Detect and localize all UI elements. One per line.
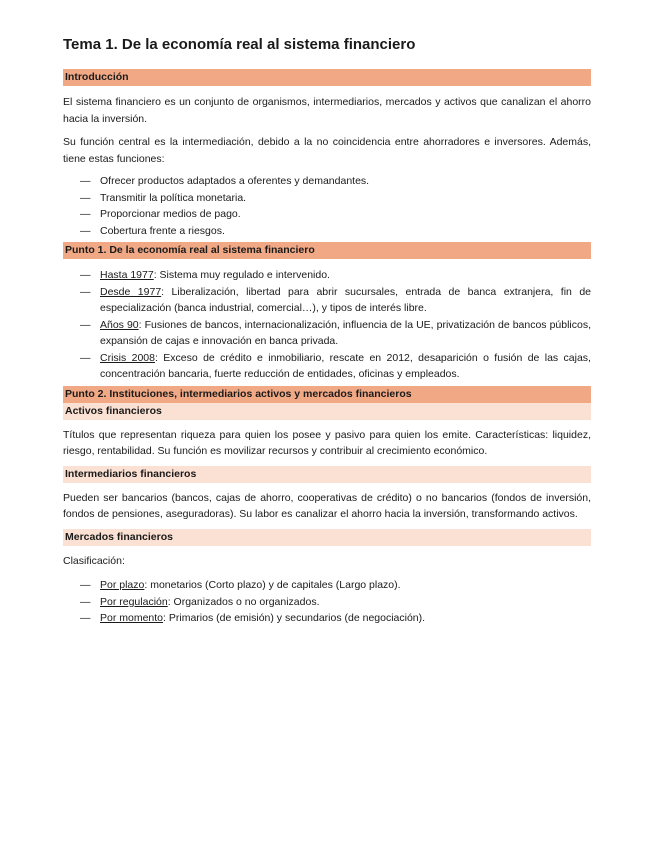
list-item: — Años 90: Fusiones de bancos, internacionalización, influencia de la UE, privatización de bancos públicos, expansión de cajas e innovación en banca privada. xyxy=(80,318,592,347)
mercados-intro: Clasificación: xyxy=(63,554,125,567)
classification-term: Por regulación xyxy=(100,595,168,608)
list-item: — Transmitir la política monetaria. xyxy=(80,190,591,207)
document-content xyxy=(63,34,591,627)
subsection-heading-mercados: Mercados financieros xyxy=(63,529,591,546)
list-item: — Por regulación: Organizados o no organizados. xyxy=(80,594,591,611)
list-item: — Desde 1977: Liberalización, libertad para abrir sucursales, entrada de banca extranjera, fin de especialización (banca industrial, comercial…), y tipos de interés libre. xyxy=(80,285,591,314)
period-term: Hasta 1977 xyxy=(100,269,154,281)
dash-bullet: — xyxy=(80,208,91,220)
section-heading-punto-2: Punto 2. Instituciones, intermediarios activos y mercados financieros xyxy=(63,386,591,403)
classification-term: Por plazo xyxy=(100,579,145,591)
dash-bullet: — xyxy=(80,269,91,281)
dash-bullet: — xyxy=(80,224,91,237)
punto-1-timeline-list xyxy=(63,267,591,383)
period-term: Años 90 xyxy=(100,318,139,331)
list-item: — Hasta 1977: Sistema muy regulado e intervenido. xyxy=(80,267,591,284)
mercados-classification-list xyxy=(63,577,591,627)
section-heading-introduccion: Introducción xyxy=(63,69,591,86)
intermediarios-paragraph: Pueden ser bancarios (bancos, cajas de ahorro, cooperativas de crédito) o no bancarios (fondos de inversión, fondos de pensiones, aseguradoras). Su labor es canalizar el ahorro hacia la inversión, transformando activos. xyxy=(63,491,591,520)
dash-bullet: — xyxy=(80,579,91,591)
intro-paragraph-1: El sistema financiero es un conjunto de organismos, intermediarios, mercados y activos que canalizan el ahorro hacia la inversión. xyxy=(63,96,591,125)
list-item: — Ofrecer productos adaptados a oferentes y demandantes. xyxy=(80,173,591,190)
list-item: — Cobertura frente a riesgos. xyxy=(80,223,591,240)
page-title: Tema 1. De la economía real al sistema financiero xyxy=(63,36,416,53)
subsection-heading-activos: Activos financieros xyxy=(63,403,591,420)
section-heading-punto-1: Punto 1. De la economía real al sistema financiero xyxy=(63,242,591,259)
subsection-heading-intermediarios: Intermediarios financieros xyxy=(63,466,591,483)
period-term: Desde 1977 xyxy=(100,285,162,298)
list-item: — Por momento: Primarios (de emisión) y secundarios (de negociación). xyxy=(80,610,591,627)
dash-bullet: — xyxy=(80,318,91,331)
dash-bullet: — xyxy=(80,175,91,187)
dash-bullet: — xyxy=(80,191,91,204)
dash-bullet: — xyxy=(80,612,91,624)
dash-bullet: — xyxy=(80,595,91,608)
classification-term: Por momento xyxy=(100,612,164,624)
dash-bullet: — xyxy=(80,285,91,298)
period-term: Crisis 2008 xyxy=(100,351,155,364)
activos-paragraph: Títulos que representan riqueza para quien los posee y pasivo para quien los emite. Características: liquidez, riesgo, rentabilidad. Su función es movilizar recursos y contribuir al crecimiento económico. xyxy=(63,428,591,457)
list-item: — Crisis 2008: Exceso de crédito e inmobiliario, rescate en 2012, desaparición o fusión de las cajas, concentración bancaria, fuerte reducción de entidades, oficinas y empleados. xyxy=(80,351,591,380)
dash-bullet: — xyxy=(80,351,91,364)
list-item: — Por plazo: monetarios (Corto plazo) y de capitales (Largo plazo). xyxy=(80,577,591,594)
intro-function-list xyxy=(63,173,591,239)
list-item: — Proporcionar medios de pago. xyxy=(80,206,591,223)
intro-paragraph-2: Su función central es la intermediación, debido a la no coincidencia entre ahorradores e inversores. Además, tiene estas funciones: xyxy=(63,136,591,165)
